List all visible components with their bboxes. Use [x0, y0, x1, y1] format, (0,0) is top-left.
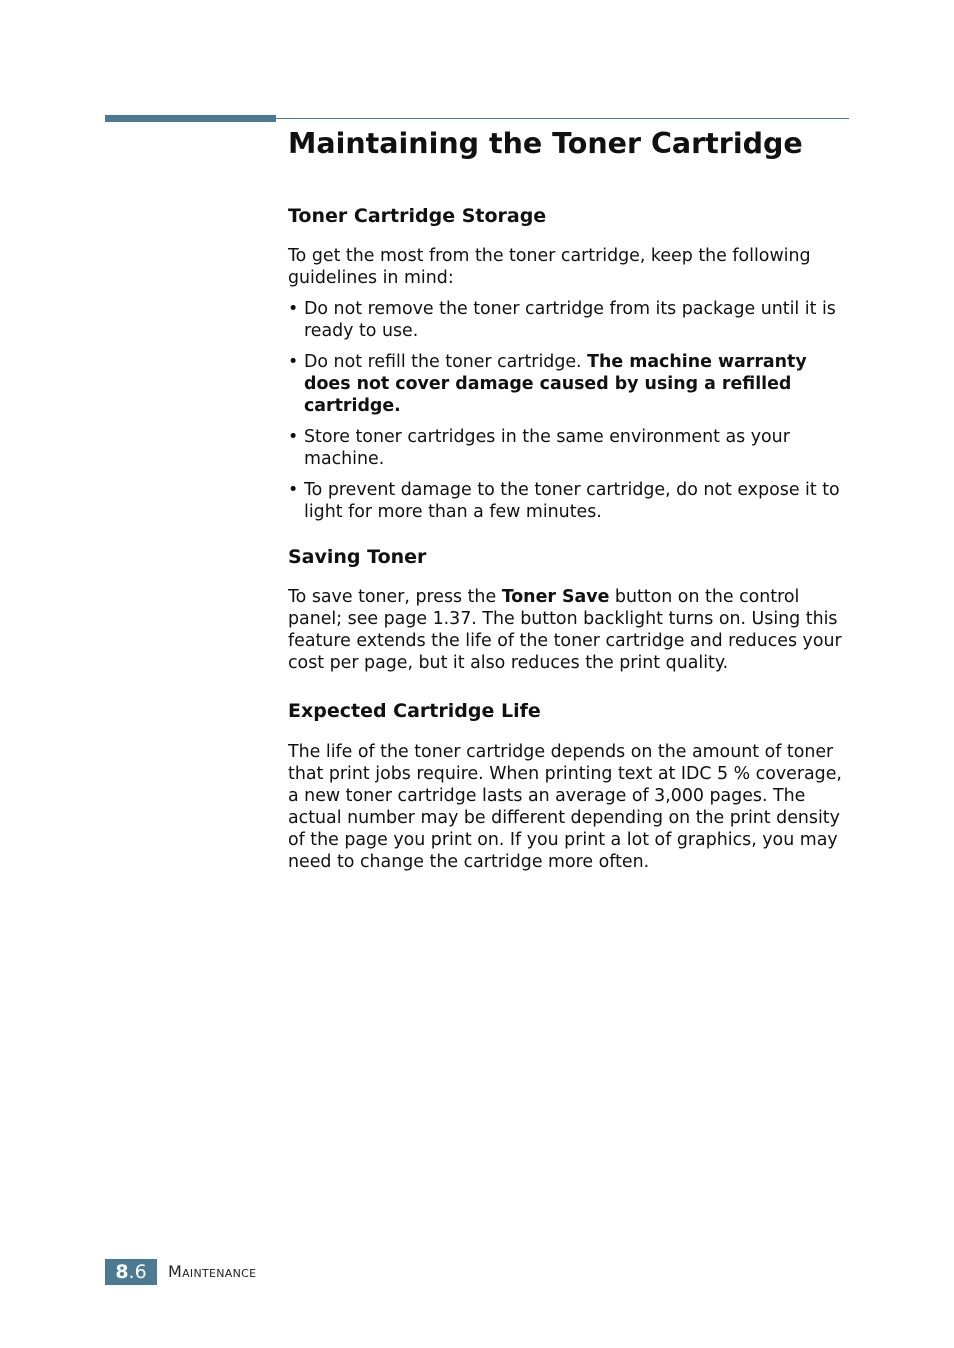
- toner-save-button-name: Toner Save: [501, 587, 610, 607]
- cartridge-life-body: The life of the toner cartridge depends on the amount of toner that print jobs require. When printing text at IDC 5 % coverage, a new toner cartridge lasts an average of 3,000 pages. The actual number may be different depending on the print density of the page you print on. If you print a lot of graphics, you may need to change the cartridge more often.: [288, 742, 842, 872]
- page-number: .6: [128, 1261, 147, 1283]
- list-item-text: Do not remove the toner cartridge from its package until it is ready to use.: [304, 299, 836, 341]
- warranty-warning: The machine warranty does not cover damage caused by using a refilled cartridge.: [304, 352, 807, 416]
- list-item-text: Store toner cartridges in the same environment as your machine.: [304, 427, 790, 469]
- section-heading-saving-toner: Saving Toner: [288, 546, 427, 568]
- list-item: [288, 351, 850, 417]
- bullet-icon: •: [288, 299, 299, 319]
- list-item-text: Do not refill the toner cartridge.: [304, 352, 588, 372]
- footer-section-name: Maintenance: [168, 1262, 257, 1281]
- page-content: [288, 124, 850, 873]
- list-item: [288, 479, 850, 523]
- header-rule-thin: [276, 118, 849, 119]
- bullet-icon: •: [288, 352, 299, 372]
- list-item-text: To prevent damage to the toner cartridge, do not expose it to light for more than a few minutes.: [304, 480, 840, 522]
- bullet-icon: •: [288, 427, 299, 447]
- storage-guidelines-list: [288, 298, 850, 523]
- list-item: [288, 426, 850, 470]
- page-title: Maintaining the Toner Cartridge: [288, 127, 803, 160]
- storage-intro: To get the most from the toner cartridge, keep the following guidelines in mind:: [288, 246, 811, 288]
- section-heading-cartridge-life: Expected Cartridge Life: [288, 700, 541, 722]
- bullet-icon: •: [288, 480, 299, 500]
- saving-toner-body: [288, 586, 850, 674]
- saving-toner-text-before: To save toner, press the: [288, 587, 502, 607]
- section-heading-storage: Toner Cartridge Storage: [288, 205, 547, 227]
- saving-toner-text-after: button on the control panel; see page 1.37. The button backlight turns on. Using this feature extends the life of the toner cartridge and reduces your cost per page, but it also reduces the print quality.: [288, 587, 842, 673]
- chapter-number: 8: [115, 1261, 129, 1283]
- page-number-badge: [105, 1259, 157, 1285]
- header-rule-thick: [105, 115, 276, 122]
- list-item: [288, 298, 850, 342]
